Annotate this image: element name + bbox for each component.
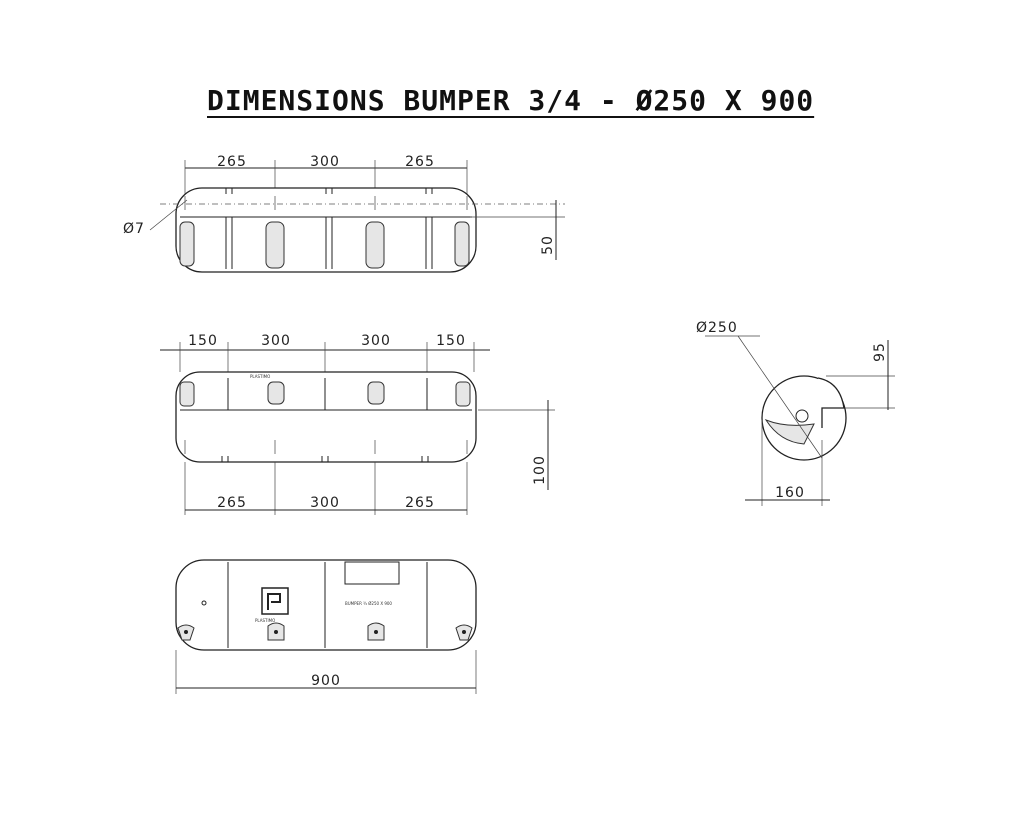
drawing-title: DIMENSIONS BUMPER 3/4 - Ø250 X 900: [207, 84, 815, 117]
front-dim-top-3: 300: [361, 333, 391, 349]
side-view: [696, 320, 895, 506]
top-view: [123, 154, 565, 272]
front-view-body: [176, 372, 476, 462]
top-dim-2: 300: [310, 154, 340, 170]
front-height-label: 100: [532, 455, 548, 485]
side-height-label: 95: [872, 342, 888, 362]
back-view: [176, 560, 476, 694]
top-height-label: 50: [540, 235, 556, 255]
front-dim-top-2: 300: [261, 333, 291, 349]
length-label: 900: [311, 673, 341, 689]
side-diameter-label: Ø250: [696, 320, 738, 336]
side-width-label: 160: [775, 485, 805, 501]
top-dim-3: 265: [405, 154, 435, 170]
front-dim-bottom-1: 265: [217, 495, 247, 511]
svg-text:PLASTIMO: PLASTIMO: [250, 374, 271, 379]
front-dim-top-4: 150: [436, 333, 466, 349]
front-dim-bottom-2: 300: [310, 495, 340, 511]
brand-label: PLASTIMO: [255, 618, 276, 623]
back-view-body: [176, 560, 476, 650]
svg-text:BUMPER ¾ Ø250 X 900: BUMPER ¾ Ø250 X 900: [345, 601, 392, 606]
front-view: [160, 333, 555, 515]
front-dim-bottom-3: 265: [405, 495, 435, 511]
hole-diameter-label: Ø7: [123, 221, 145, 237]
front-dim-top-1: 150: [188, 333, 218, 349]
top-dim-1: 265: [217, 154, 247, 170]
